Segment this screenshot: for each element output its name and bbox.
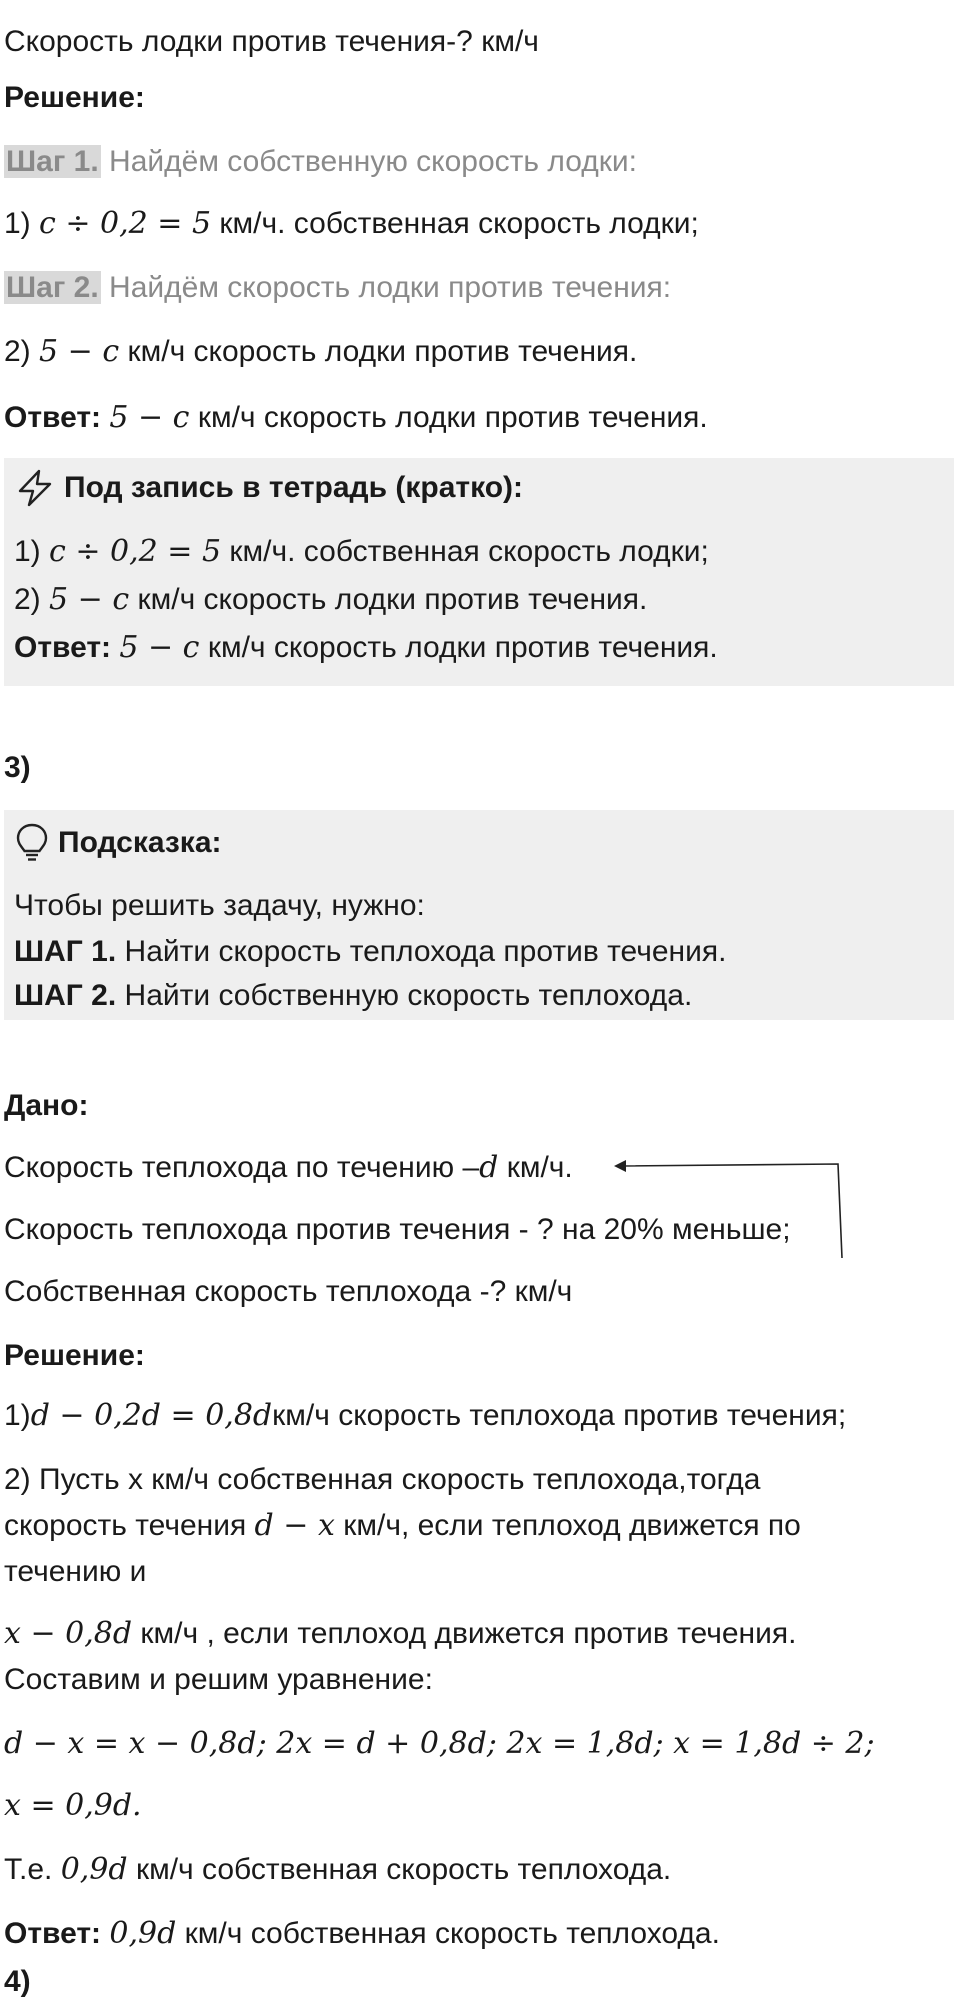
step-label: Шаг 2. [6,271,99,304]
step-text: Найдём собственную скорость лодки: [109,145,637,178]
line-text: км/ч собственная скорость теплохода. [135,1853,672,1886]
line-text: км/ч. собственная скорость лодки; [229,535,709,568]
solution-3-line-2e: Составим и решим уравнение: [4,1663,433,1696]
notebook-box-header [14,468,523,508]
line-prefix: 2) [14,583,41,616]
step-text: Найдём скорость лодки против течения: [109,271,672,304]
solution-3-line-1 [4,1398,846,1434]
step-label: ШАГ 1. [14,935,117,968]
answer-line-3 [4,1916,720,1952]
hint-intro: Чтобы решить задачу, нужно: [14,889,425,922]
given-title: Дано: [4,1089,89,1122]
step-1-line [4,144,637,180]
answer-label: Ответ: [4,401,102,434]
part-4-number: 4) [4,1965,31,1998]
math-expression: d − 0,2d = 0,8d [30,1398,273,1433]
given-text: Скорость теплохода по течению – [4,1151,480,1184]
notebook-line-2 [14,582,647,618]
line-text: км/ч скорость теплохода против течения; [272,1399,847,1432]
notebook-box-title: Под запись в тетрадь (кратко): [64,471,524,504]
step-label: ШАГ 2. [14,979,117,1012]
solution-title-3: Решение: [4,1339,145,1372]
solution-3-line-2c: течению и [4,1555,147,1588]
math-expression: 5 − c [39,334,120,369]
line-text: Т.е. [4,1853,53,1886]
math-variable: d [479,1150,499,1185]
line-text: км/ч скорость лодки против течения. [137,583,648,616]
hint-box [4,810,954,1020]
math-expression: c ÷ 0,2 = 5 [39,206,212,241]
equation-line-2: x = 0,9d. [4,1788,142,1823]
hint-box-title: Подсказка: [58,826,222,859]
math-expression: 5 − c [119,630,200,665]
math-expression: 5 − c [109,400,190,435]
solution-line-1 [4,206,699,242]
given-line-2: Скорость теплохода против течения - ? на 20% меньше; [4,1213,791,1246]
solution-3-line-2d [4,1616,796,1652]
hint-step-2 [14,978,692,1014]
math-expression: c ÷ 0,2 = 5 [49,534,222,569]
given-line-1 [4,1150,573,1186]
solution-3-line-2b [4,1508,801,1544]
answer-label: Ответ: [4,1917,102,1950]
solution-3-line-2a: 2) Пусть х км/ч собственная скорость теплохода,тогда [4,1463,761,1496]
answer-text: км/ч собственная скорость теплохода. [184,1917,720,1950]
answer-line [4,400,708,436]
step-label: Шаг 1. [6,145,99,178]
lightbulb-icon [14,822,50,864]
line-text: км/ч, если теплоход движется по [343,1509,801,1542]
step-2-line [4,270,671,306]
notebook-box [4,458,954,686]
lightning-icon [14,468,56,508]
math-expression: x − 0,8d [4,1616,133,1651]
line-text: скорость течения [4,1509,247,1542]
line-prefix: 2) [4,335,31,368]
line-text: км/ч. собственная скорость лодки; [219,207,699,240]
math-expression: d − x [254,1508,335,1543]
hint-box-header [14,822,222,864]
answer-text: км/ч скорость лодки против течения. [207,631,718,664]
line-prefix: 1) [4,1399,31,1432]
solution-title: Решение: [4,81,145,114]
math-expression: 0,9d [60,1852,128,1887]
hint-step-1 [14,934,726,970]
notebook-answer [14,630,718,666]
step-text: Найти собственную скорость теплохода. [124,979,693,1012]
math-expression: 5 − c [49,582,130,617]
question-line: Скорость лодки против течения-? км/ч [4,25,539,58]
equation-line-1: d − x = x − 0,8d; 2x = d + 0,8d; 2x = 1,8d; x = 1,8d ÷ 2; [4,1726,875,1761]
step-text: Найти скорость теплохода против течения. [124,935,727,968]
math-expression: 0,9d [109,1916,177,1951]
result-line [4,1852,671,1888]
line-text: км/ч , если теплоход движется против течения. [140,1617,797,1650]
line-prefix: 1) [14,535,41,568]
answer-label: Ответ: [14,631,112,664]
line-prefix: 1) [4,207,31,240]
notebook-line-1 [14,534,709,570]
given-unit: км/ч. [506,1151,573,1184]
given-line-3: Собственная скорость теплохода -? км/ч [4,1275,573,1308]
part-3-number: 3) [4,751,31,784]
line-text: км/ч скорость лодки против течения. [127,335,638,368]
solution-line-2 [4,334,637,370]
answer-text: км/ч скорость лодки против течения. [197,401,708,434]
